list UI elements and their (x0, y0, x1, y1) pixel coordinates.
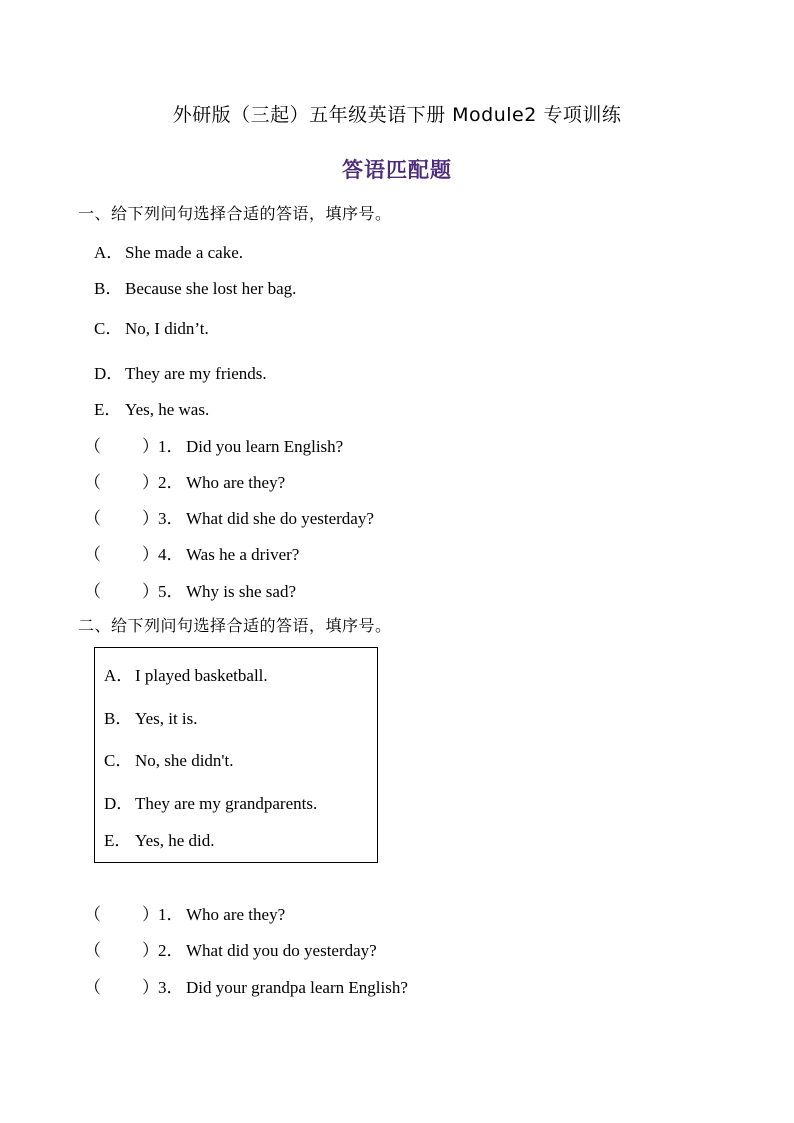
page-subtitle: 答语匹配题 (342, 158, 452, 182)
option-text: I played basketball. (135, 666, 268, 685)
option-letter: D． (94, 364, 124, 383)
option-letter: D． (104, 794, 134, 813)
answer-blank-close: ） (142, 545, 159, 564)
section2-option-a (104, 661, 268, 686)
section1-question-4 (84, 540, 299, 565)
question-text: Was he a driver? (186, 545, 300, 564)
option-letter: E． (94, 400, 122, 419)
option-text: They are my grandparents. (135, 794, 318, 813)
answer-blank-open: （ (84, 582, 101, 601)
option-letter: A． (94, 243, 124, 262)
option-text: Yes, he was. (125, 400, 210, 419)
question-number: 5． (158, 582, 184, 601)
page-title: 外研版（三起）五年级英语下册 Module2 专项训练 (172, 104, 622, 126)
answer-blank-close: ） (142, 437, 159, 456)
answer-blank-close: ） (142, 941, 159, 960)
answer-blank-open: （ (84, 509, 101, 528)
question-text: What did she do yesterday? (186, 509, 374, 528)
question-number: 2． (158, 473, 184, 492)
answer-blank-close: ） (142, 582, 159, 601)
section1-option-d (94, 359, 267, 384)
question-text: Who are they? (186, 905, 286, 924)
section1-option-c (94, 314, 209, 339)
section2-option-c (104, 746, 233, 771)
option-letter: A． (104, 666, 134, 685)
section1-question-1 (84, 432, 343, 457)
answer-blank-open: （ (84, 473, 101, 492)
option-letter: C． (104, 751, 133, 770)
question-text: Did your grandpa learn English? (186, 978, 408, 997)
answer-blank-open: （ (84, 978, 101, 997)
section2-options-box (94, 647, 378, 863)
answer-blank-open: （ (84, 905, 101, 924)
answer-blank-open: （ (84, 941, 101, 960)
section1-question-3 (84, 504, 374, 529)
question-number: 3． (158, 509, 184, 528)
answer-blank-close: ） (142, 473, 159, 492)
option-text: Because she lost her bag. (125, 279, 297, 298)
section2-option-b (104, 704, 198, 729)
question-number: 2． (158, 941, 184, 960)
question-number: 4． (158, 545, 184, 564)
section1-option-b (94, 274, 296, 299)
question-number: 1． (158, 437, 184, 456)
section1-question-5 (84, 577, 296, 602)
question-number: 3． (158, 978, 184, 997)
question-text: Did you learn English? (186, 437, 344, 456)
section2-heading: 二、给下列问句选择合适的答语，填序号。 (78, 616, 392, 635)
section1-heading: 一、给下列问句选择合适的答语，填序号。 (78, 204, 392, 223)
section1-option-e (94, 395, 209, 420)
option-text: She made a cake. (125, 243, 243, 262)
question-text: What did you do yesterday? (186, 941, 377, 960)
section2-question-3 (84, 973, 408, 998)
section1-option-a (94, 238, 243, 263)
section2-option-e (104, 826, 215, 851)
option-text: No, she didn't. (135, 751, 234, 770)
option-text: No, I didn’t. (125, 319, 209, 338)
option-letter: E． (104, 831, 132, 850)
question-text: Why is she sad? (186, 582, 297, 601)
answer-blank-close: ） (142, 905, 159, 924)
section2-option-d (104, 789, 317, 814)
option-text: They are my friends. (125, 364, 267, 383)
option-text: Yes, it is. (135, 709, 198, 728)
answer-blank-open: （ (84, 437, 101, 456)
question-number: 1． (158, 905, 184, 924)
section1-question-2 (84, 468, 285, 493)
section2-question-1 (84, 900, 285, 925)
option-text: Yes, he did. (135, 831, 215, 850)
answer-blank-open: （ (84, 545, 101, 564)
answer-blank-close: ） (142, 978, 159, 997)
question-text: Who are they? (186, 473, 286, 492)
option-letter: C． (94, 319, 123, 338)
option-letter: B． (94, 279, 123, 298)
section2-question-2 (84, 936, 377, 961)
option-letter: B． (104, 709, 133, 728)
answer-blank-close: ） (142, 509, 159, 528)
